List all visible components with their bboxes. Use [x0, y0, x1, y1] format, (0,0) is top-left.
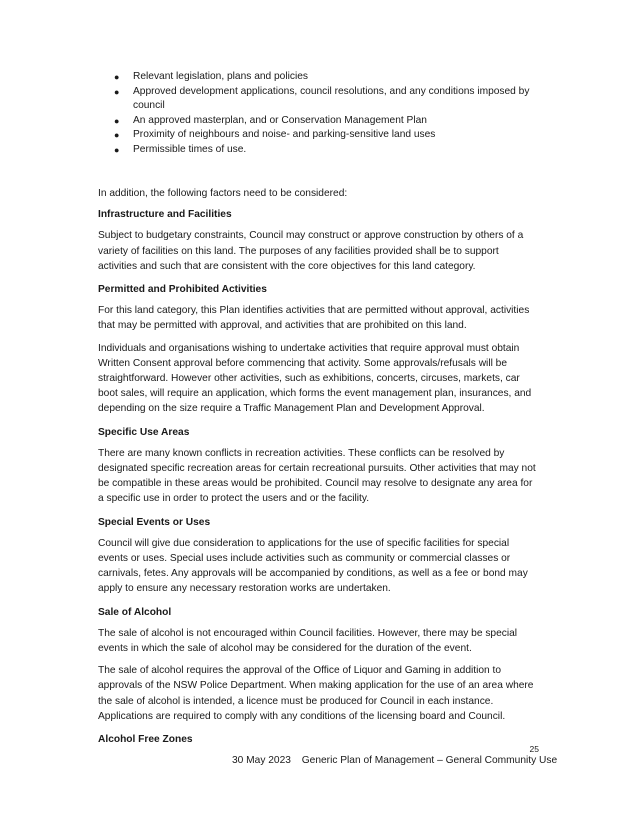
- bullet-icon: ●: [114, 144, 120, 155]
- list-item: ● Approved development applications, council resolutions, and any conditions imposed by council: [114, 85, 530, 112]
- page-number: 25: [529, 744, 539, 754]
- footer-date: 30 May 2023: [232, 755, 291, 766]
- heading-sale-of-alcohol: Sale of Alcohol: [98, 606, 172, 618]
- intro-paragraph: In addition, the following factors need to be considered:: [98, 188, 348, 199]
- paragraph: The sale of alcohol is not encouraged within Council facilities. However, there may be special events in which the sale of alcohol may be considered for the duration of the event.: [98, 627, 518, 655]
- list-item: ● An approved masterplan, and or Conservation Management Plan: [114, 114, 534, 129]
- heading-infrastructure: Infrastructure and Facilities: [98, 209, 232, 221]
- heading-alcohol-free-zones: Alcohol Free Zones: [98, 734, 193, 746]
- list-item: ● Proximity of neighbours and noise- and parking-sensitive land uses: [114, 128, 534, 143]
- considerations-list: [114, 70, 534, 158]
- footer-title: Generic Plan of Management – General Community Use: [301, 755, 558, 766]
- heading-specific-use: Specific Use Areas: [98, 426, 190, 438]
- bullet-icon: ●: [114, 115, 120, 126]
- bullet-icon: ●: [114, 130, 120, 141]
- list-item: ● Permissible times of use.: [114, 143, 534, 158]
- page-footer: [232, 755, 557, 766]
- heading-special-events: Special Events or Uses: [98, 516, 211, 528]
- bullet-icon: ●: [114, 86, 120, 97]
- list-item: ● Relevant legislation, plans and policies: [114, 70, 534, 85]
- paragraph: Subject to budgetary constraints, Council may construct or approve construction by others of a variety of facilities on this land. The purposes of any facilities provided shall be to support activities and such that are consistent with the core objectives for this land category.: [98, 230, 524, 272]
- body-text: [98, 186, 538, 747]
- paragraph: There are many known conflicts in recreation activities. These conflicts can be resolved by designated specific recreation areas for certain recreational pursuits. Other activities that may not be compatible in these areas would be prohibited. Council may resolve to designate any area for a specific use in order to protect the users and or the facility.: [98, 447, 536, 505]
- bullet-icon: ●: [114, 72, 120, 82]
- paragraph: Individuals and organisations wishing to undertake activities that require approval must obtain Written Consent approval before commencing that activity. Some approvals/refusals will be straightforward. However other activities, such as exhibitions, concerts, circuses, markets, car boot sales, will require an application, which forms the event management plan, insurances, and depending on the size require a Traffic Management Plan and Development Approval.: [98, 342, 532, 415]
- heading-permitted: Permitted and Prohibited Activities: [98, 284, 267, 296]
- paragraph: The sale of alcohol requires the approval of the Office of Liquor and Gaming in addition to approvals of the NSW Police Department. When making application for the use of an area where the sale of alcohol is intended, a licence must be produced for Council in each instance. Applications are required to comply with any conditions of the licensing board and Council.: [98, 665, 534, 722]
- paragraph: For this land category, this Plan identifies activities that are permitted without approval, activities that may be permitted with approval, and activities that are prohibited on this land.: [98, 305, 530, 332]
- paragraph: Council will give due consideration to applications for the use of specific facilities for special events or uses. Special uses include activities such as community or commercial classes or carnivals, fetes. Any approvals will be accompanied by conditions, as well as a fee or bond may apply to ensure any necessary restoration works are undertaken.: [98, 537, 528, 595]
